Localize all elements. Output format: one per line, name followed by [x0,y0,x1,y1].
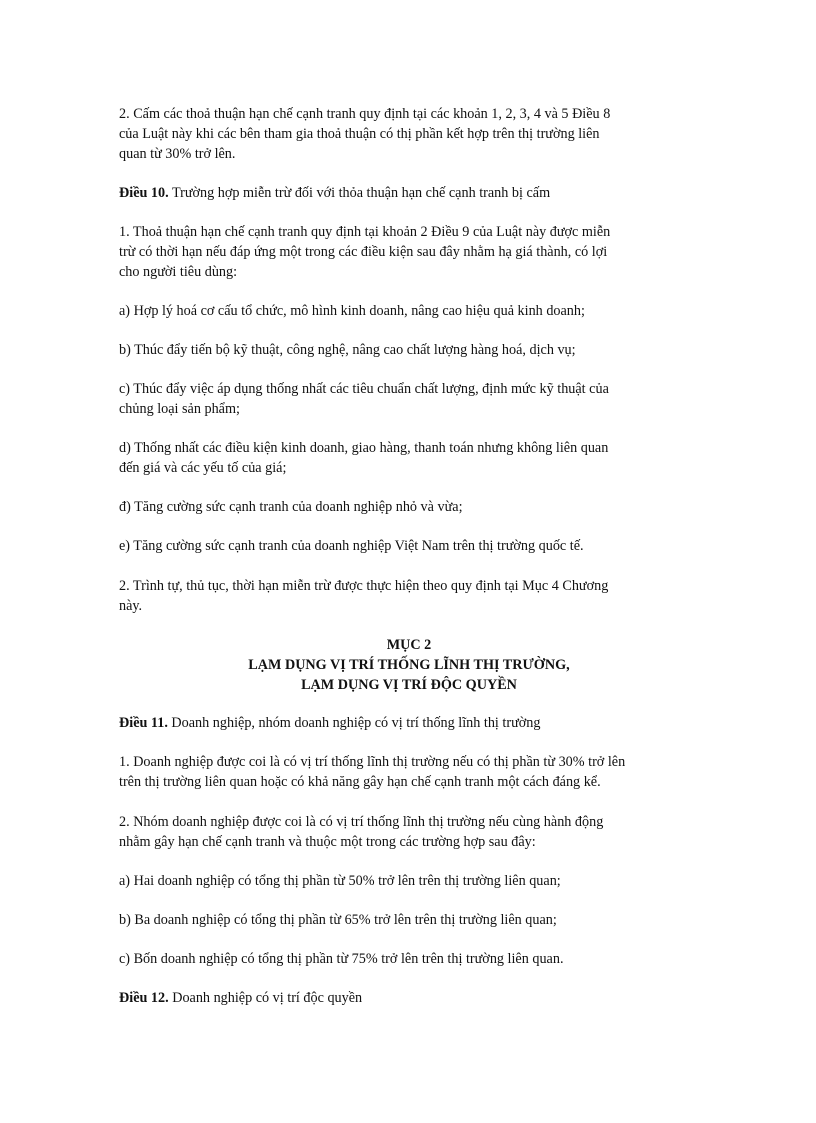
article-11-clause-2: 2. Nhóm doanh nghiệp được coi là có vị trí thống lĩnh thị trường nếu cùng hành động nhằm gây hạn chế cạnh tranh và thuộc một trong các trường hợp sau đây: [119,814,604,850]
article-10-heading [119,183,694,203]
article-10-point-c: c) Thúc đẩy việc áp dụng thống nhất các tiêu chuẩn chất lượng, định mức kỹ thuật của chủng loại sản phẩm; [119,381,609,417]
article-9-clause-2: 2. Cấm các thoả thuận hạn chế cạnh tranh quy định tại các khoản 1, 2, 3, 4 và 5 Điều 8 của Luật này khi các bên tham gia thoả thuận có thị phần kết hợp trên thị trường liên quan từ 30% trở lên. [119,106,611,162]
article-12-title: Doanh nghiệp có vị trí độc quyền [168,990,363,1006]
article-10-point-dd: đ) Tăng cường sức cạnh tranh của doanh nghiệp nhỏ và vừa; [119,499,463,515]
article-11-point-a: a) Hai doanh nghiệp có tổng thị phần từ 50% trở lên trên thị trường liên quan; [119,873,561,889]
article-10-point-d: d) Thống nhất các điều kiện kinh doanh, giao hàng, thanh toán nhưng không liên quan đến giá và các yếu tố của giá; [119,440,609,476]
section-2-heading [119,635,699,695]
article-10-point-e: e) Tăng cường sức cạnh tranh của doanh nghiệp Việt Nam trên thị trường quốc tế. [119,538,584,554]
article-11-clause-1: 1. Doanh nghiệp được coi là có vị trí thống lĩnh thị trường nếu có thị phần từ 30% trở lên trên thị trường liên quan hoặc có khả năng gây hạn chế cạnh tranh một cách đáng kể. [119,754,626,790]
article-11-point-b: b) Ba doanh nghiệp có tổng thị phần từ 65% trở lên trên thị trường liên quan; [119,912,557,928]
article-11-point-c: c) Bốn doanh nghiệp có tổng thị phần từ 75% trở lên trên thị trường liên quan. [119,951,564,967]
article-12-heading [119,988,694,1008]
article-10-label: Điều 10. [119,185,169,201]
article-11-label: Điều 11. [119,715,168,731]
article-12-label: Điều 12. [119,990,169,1006]
article-11-heading [119,713,694,733]
section-2-label: MỤC 2 [386,637,432,653]
article-10-clause-2: 2. Trình tự, thủ tục, thời hạn miễn trừ được thực hiện theo quy định tại Mục 4 Chương này. [119,578,609,614]
article-10-point-b: b) Thúc đẩy tiến bộ kỹ thuật, công nghệ, nâng cao chất lượng hàng hoá, dịch vụ; [119,342,576,358]
article-11-title: Doanh nghiệp, nhóm doanh nghiệp có vị trí thống lĩnh thị trường [167,715,541,731]
section-2-title-line-2: LẠM DỤNG VỊ TRÍ ĐỘC QUYỀN [301,677,517,693]
article-10-point-a: a) Hợp lý hoá cơ cấu tổ chức, mô hình kinh doanh, nâng cao hiệu quả kinh doanh; [119,303,585,319]
article-10-clause-1: 1. Thoả thuận hạn chế cạnh tranh quy định tại khoản 2 Điều 9 của Luật này được miễn trừ có thời hạn nếu đáp ứng một trong các điều kiện sau đây nhằm hạ giá thành, có lợi cho người tiêu dùng: [119,224,611,280]
article-10-title: Trường hợp miễn trừ đối với thỏa thuận hạn chế cạnh tranh bị cấm [168,185,551,201]
section-2-title-line-1: LẠM DỤNG VỊ TRÍ THỐNG LĨNH THỊ TRƯỜNG, [248,657,570,673]
